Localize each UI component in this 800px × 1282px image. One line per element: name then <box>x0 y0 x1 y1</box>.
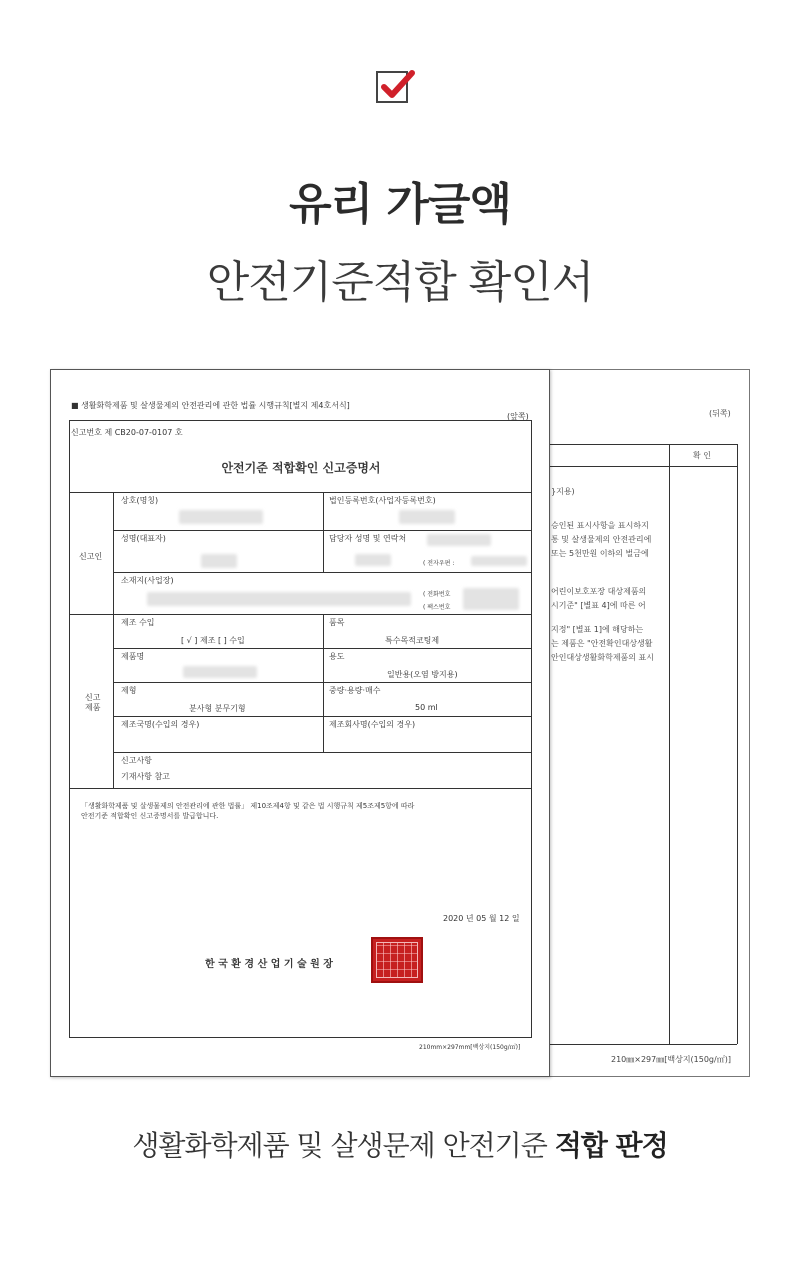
official-seal <box>371 937 423 983</box>
caption-emphasis: 적합 판정 <box>554 1129 668 1162</box>
phone-label: ( 전화번호 <box>423 591 451 598</box>
mfg-import-label: 제조 수입 <box>121 618 155 627</box>
document-title: 안전기준 적합확인 신고증명서 <box>221 461 381 475</box>
statement-line: 안전기준 적합확인 신고증명서를 발급합니다. <box>81 812 219 820</box>
product-name-label: 제품명 <box>121 652 145 661</box>
usage-value: 일반용(오염 방지용) <box>387 670 458 679</box>
quantity-label: 중량·용량·매수 <box>329 686 381 695</box>
back-line: 어린이보호포장 대상제품의 <box>551 587 647 596</box>
quantity-value: 50 ml <box>415 703 438 712</box>
front-side-label: (앞쪽) <box>507 412 529 421</box>
form-value: 분사형 분무기형 <box>189 704 246 713</box>
country-label: 제조국명(수입의 경우) <box>121 720 200 729</box>
certificate-front-page <box>50 369 550 1077</box>
page-subtitle: 안전기준적합 확인서 <box>206 257 594 308</box>
check-icon <box>376 65 416 105</box>
fax-label: ( 팩스번호 <box>423 604 451 611</box>
usage-label: 용도 <box>329 652 345 661</box>
legal-reference: ■ 생활화학제품 및 살생물제의 안전관리에 관한 법률 시행규칙[별지 제4호서식] <box>71 401 350 410</box>
back-line: 또는 5천만원 이하의 벌금에 <box>551 549 649 558</box>
certificate-back-page <box>548 369 750 1077</box>
back-paper-size: 210㎜×297㎜[백상지(150g/㎡)] <box>611 1055 731 1064</box>
back-line: 는 제품은 "안전확인대상생활 <box>551 639 653 648</box>
form-label: 제형 <box>121 686 137 695</box>
notes-value: 기재사항 참고 <box>121 772 170 781</box>
manufacturer-label: 제조회사명(수입의 경우) <box>329 720 416 729</box>
page-title: 유리 가글액 <box>289 179 511 230</box>
checkbox-icon <box>376 71 408 103</box>
back-line: 승인된 표시사항을 표시하지 <box>551 521 649 530</box>
back-line: }지용) <box>551 487 575 496</box>
business-number-label: 법인등록번호(사업자등록번호) <box>329 496 436 505</box>
statement-line: 「생활화학제품 및 살생물제의 안전관리에 관한 법률」 제10조제4항 및 같은 법 시행규칙 제5조제5항에 따라 <box>81 802 415 810</box>
company-name-label: 상호(명칭) <box>121 496 159 505</box>
representative-label: 성명(대표자) <box>121 534 166 543</box>
caption <box>0 1124 800 1164</box>
product-label: 신고 <box>85 693 101 702</box>
issue-date: 2020 년 05 월 12 일 <box>443 914 520 923</box>
reporter-label: 신고인 <box>79 552 103 561</box>
product-label: 제품 <box>85 703 101 712</box>
back-line: 통 및 살생물제의 안전관리에 <box>551 535 652 544</box>
issuer-name: 한 국 환 경 산 업 기 술 원 장 <box>205 959 333 970</box>
back-confirm-label: 확 인 <box>693 451 711 460</box>
item-label: 품목 <box>329 618 345 627</box>
item-value: 특수목적코팅제 <box>385 636 440 645</box>
email-label: ( 전자우편 : <box>423 560 455 567</box>
report-number: 신고번호 제 CB20-07-0107 호 <box>71 428 183 437</box>
contact-label: 담당자 성명 및 연락처 <box>329 534 407 543</box>
mfg-import-value: [ √ ] 제조 [ ] 수입 <box>181 636 245 645</box>
paper-size: 210mm×297mm[백상지(150g/㎡)] <box>419 1044 521 1051</box>
caption-text: 생활화학제품 및 살생문제 안전기준 <box>132 1129 555 1162</box>
certificate-image <box>50 369 752 1077</box>
back-side-label: (뒤쪽) <box>709 409 731 418</box>
address-label: 소재지(사업장) <box>121 576 174 585</box>
back-line: 안인대상생활화학제품의 표시 <box>551 653 655 662</box>
back-line: 시기준" [별표 4]에 따른 어 <box>551 601 646 610</box>
notes-label: 신고사항 <box>121 756 152 765</box>
back-line: 지정" [별표 1]에 해당하는 <box>551 625 644 634</box>
